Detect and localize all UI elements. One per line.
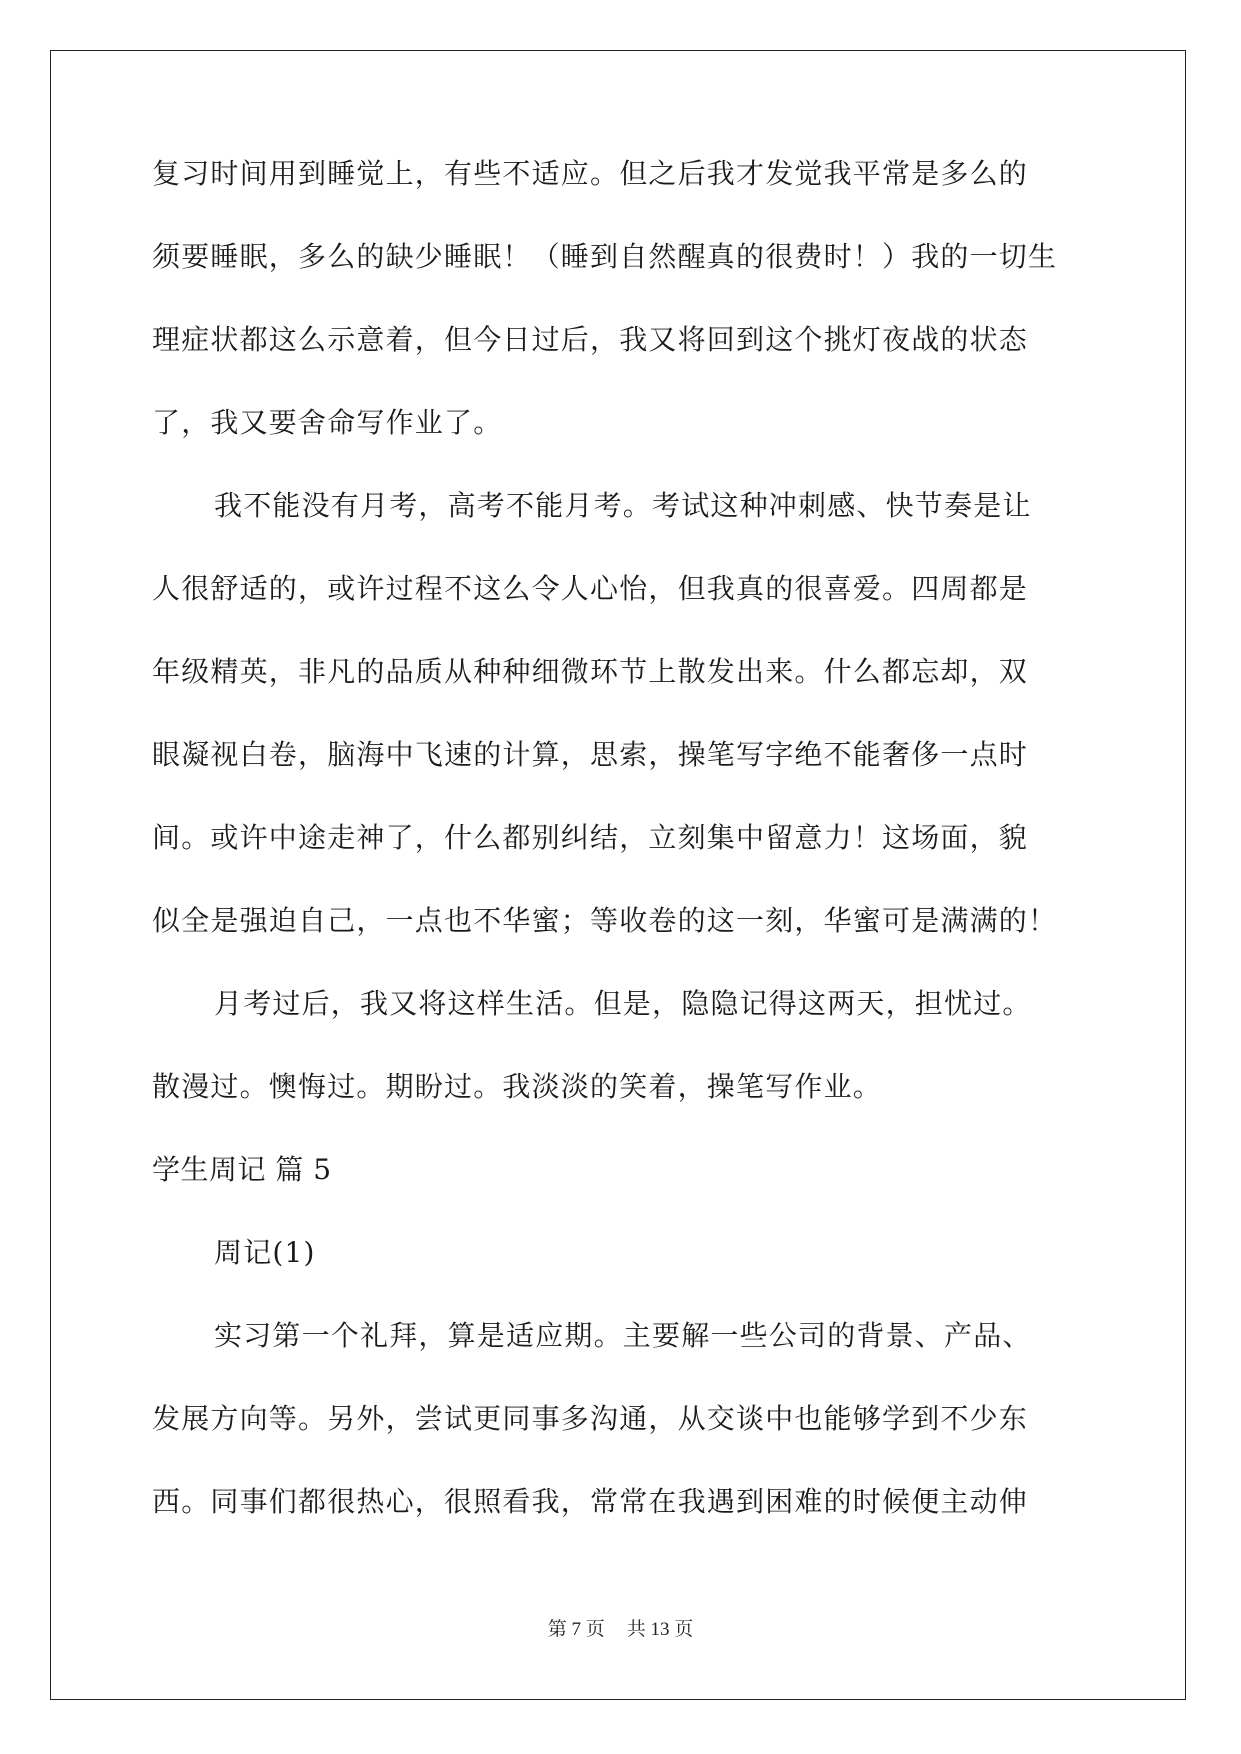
text-line: 散漫过。懊悔过。期盼过。我淡淡的笑着，操笔写作业。 xyxy=(152,1070,883,1103)
text-line: 西。同事们都很热心，很照看我，常常在我遇到困难的时候便主动伸 xyxy=(152,1485,1029,1518)
subheading: 周记(1) xyxy=(214,1236,316,1269)
text-line: 年级精英，非凡的品质从种种细微环节上散发出来。什么都忘却，双 xyxy=(152,655,1029,688)
page-number: 第 7 页 xyxy=(547,1619,605,1640)
text-line: 间。或许中途走神了，什么都别纠结，立刻集中留意力！这场面，貌 xyxy=(152,821,1029,854)
text-line: 理症状都这么示意着，但今日过后，我又将回到这个挑灯夜战的状态 xyxy=(152,323,1029,356)
page-footer xyxy=(0,1614,1241,1641)
text-line: 眼凝视白卷，脑海中飞速的计算，思索，操笔写字绝不能奢侈一点时 xyxy=(152,738,1029,771)
text-line: 复习时间用到睡觉上，有些不适应。但之后我才发觉我平常是多么的 xyxy=(152,157,1029,190)
text-line: 须要睡眠，多么的缺少睡眠！（睡到自然醒真的很费时！）我的一切生 xyxy=(152,240,1058,273)
text-line: 实习第一个礼拜，算是适应期。主要解一些公司的背景、产品、 xyxy=(214,1319,1032,1352)
text-line: 发展方向等。另外，尝试更同事多沟通，从交谈中也能够学到不少东 xyxy=(152,1402,1029,1435)
text-line: 我不能没有月考，高考不能月考。考试这种冲刺感、快节奏是让 xyxy=(214,489,1032,522)
text-line: 似全是强迫自己，一点也不华蜜；等收卷的这一刻，华蜜可是满满的！ xyxy=(152,904,1058,937)
text-line: 人很舒适的，或许过程不这么令人心怡，但我真的很喜爱。四周都是 xyxy=(152,572,1029,605)
text-line: 月考过后，我又将这样生活。但是，隐隐记得这两天，担忧过。 xyxy=(214,987,1032,1020)
document-body xyxy=(152,158,1087,1569)
page-total: 共 13 页 xyxy=(626,1619,694,1640)
text-line: 了，我又要舍命写作业了。 xyxy=(152,406,503,439)
section-heading: 学生周记 篇 5 xyxy=(152,1153,332,1186)
